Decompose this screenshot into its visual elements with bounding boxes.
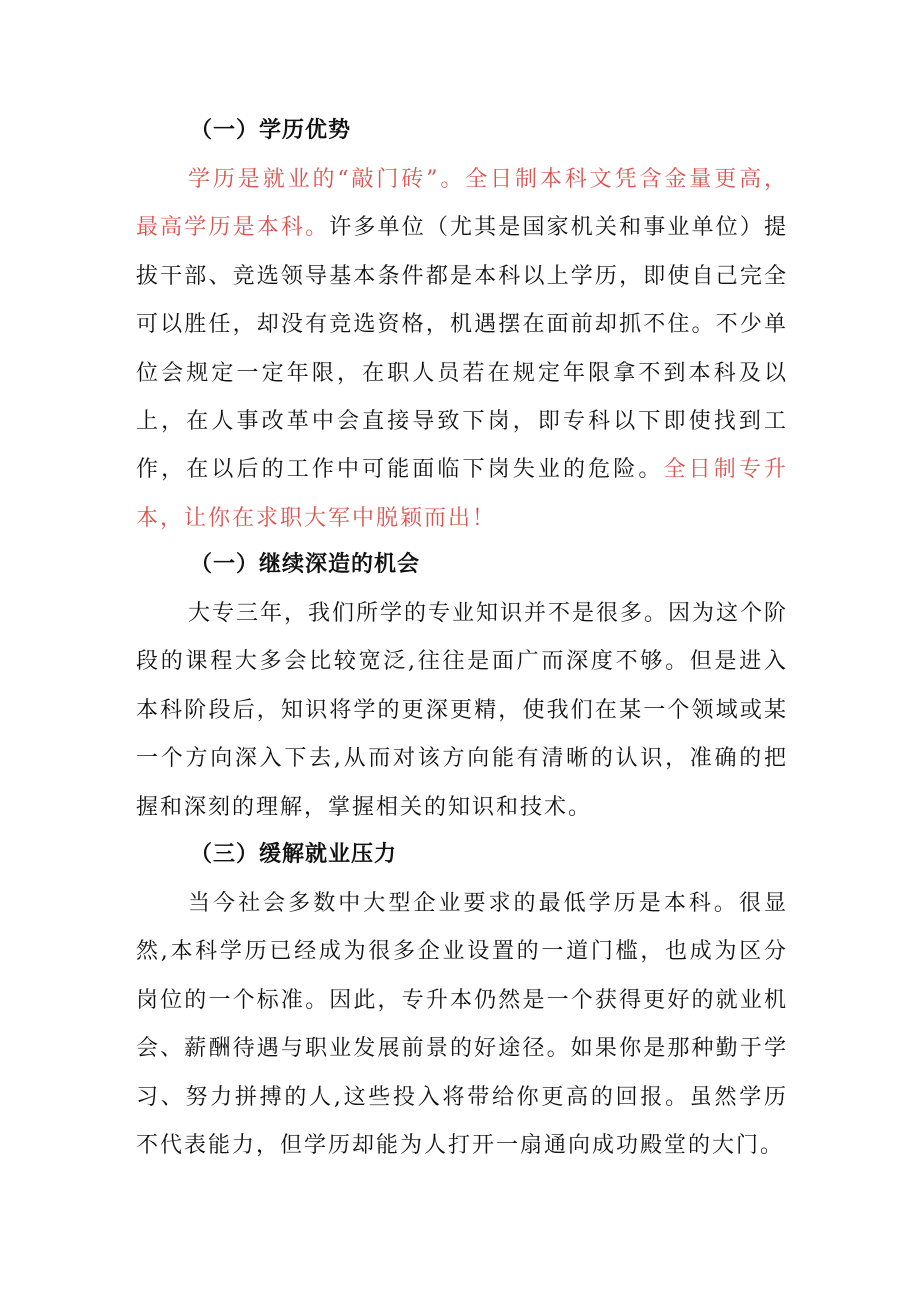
paragraph-education-advantage [136,156,788,543]
paragraph-employment-pressure: 当今社会多数中大型企业要求的最低学历是本科。很显然,本科学历已经成为很多企业设置的一道门槛，也成为区分岗位的一个标准。因此，专升本仍然是一个获得更好的就业机会、薪酬待遇与职业发展前景的好途径。如果你是那种勤于学习、努力拼搏的人,这些投入将带给你更高的回报。虽然学历不代表能力，但学历却能为人打开一扇通向成功殿堂的大门。 [136,891,788,1159]
section-heading-employment-pressure: （三）缓解就业压力 [190,842,398,867]
highlight-tail-text: 全日制专升本，让你在求职大军中脱颖而出！ [136,457,788,531]
section-heading-education-advantage: （一）学历优势 [190,118,352,143]
paragraph-further-study: 大专三年，我们所学的专业知识并不是很多。因为这个阶段的课程大多会比较宽泛,往往是面广而深度不够。但是进入本科阶段后，知识将学的更深更精，使我们在某一个领域或某一个方向深入下去,从而对该方向能有清晰的认识，准确的把握和深刻的理解，掌握相关的知识和技术。 [136,601,789,820]
section-heading-further-study: （一）继续深造的机会 [190,552,421,577]
body-text: 许多单位（尤其是国家机关和事业单位）提拔干部、竞选领导基本条件都是本科以上学历，即使自己完全可以胜任，却没有竞选资格，机遇摆在面前却抓不住。不少单位会规定一定年限，在职人员若在规定年限拿不到本科及以上，在人事改革中会直接导致下岗，即专科以下即使找到工作，在以后的工作中可能面临下岗失业的危险。 [136,215,788,483]
highlight-lead-text: 学历是就业的“敲门砖”。全日制本科文凭含金量更高，最高学历是本科。 [136,167,788,241]
